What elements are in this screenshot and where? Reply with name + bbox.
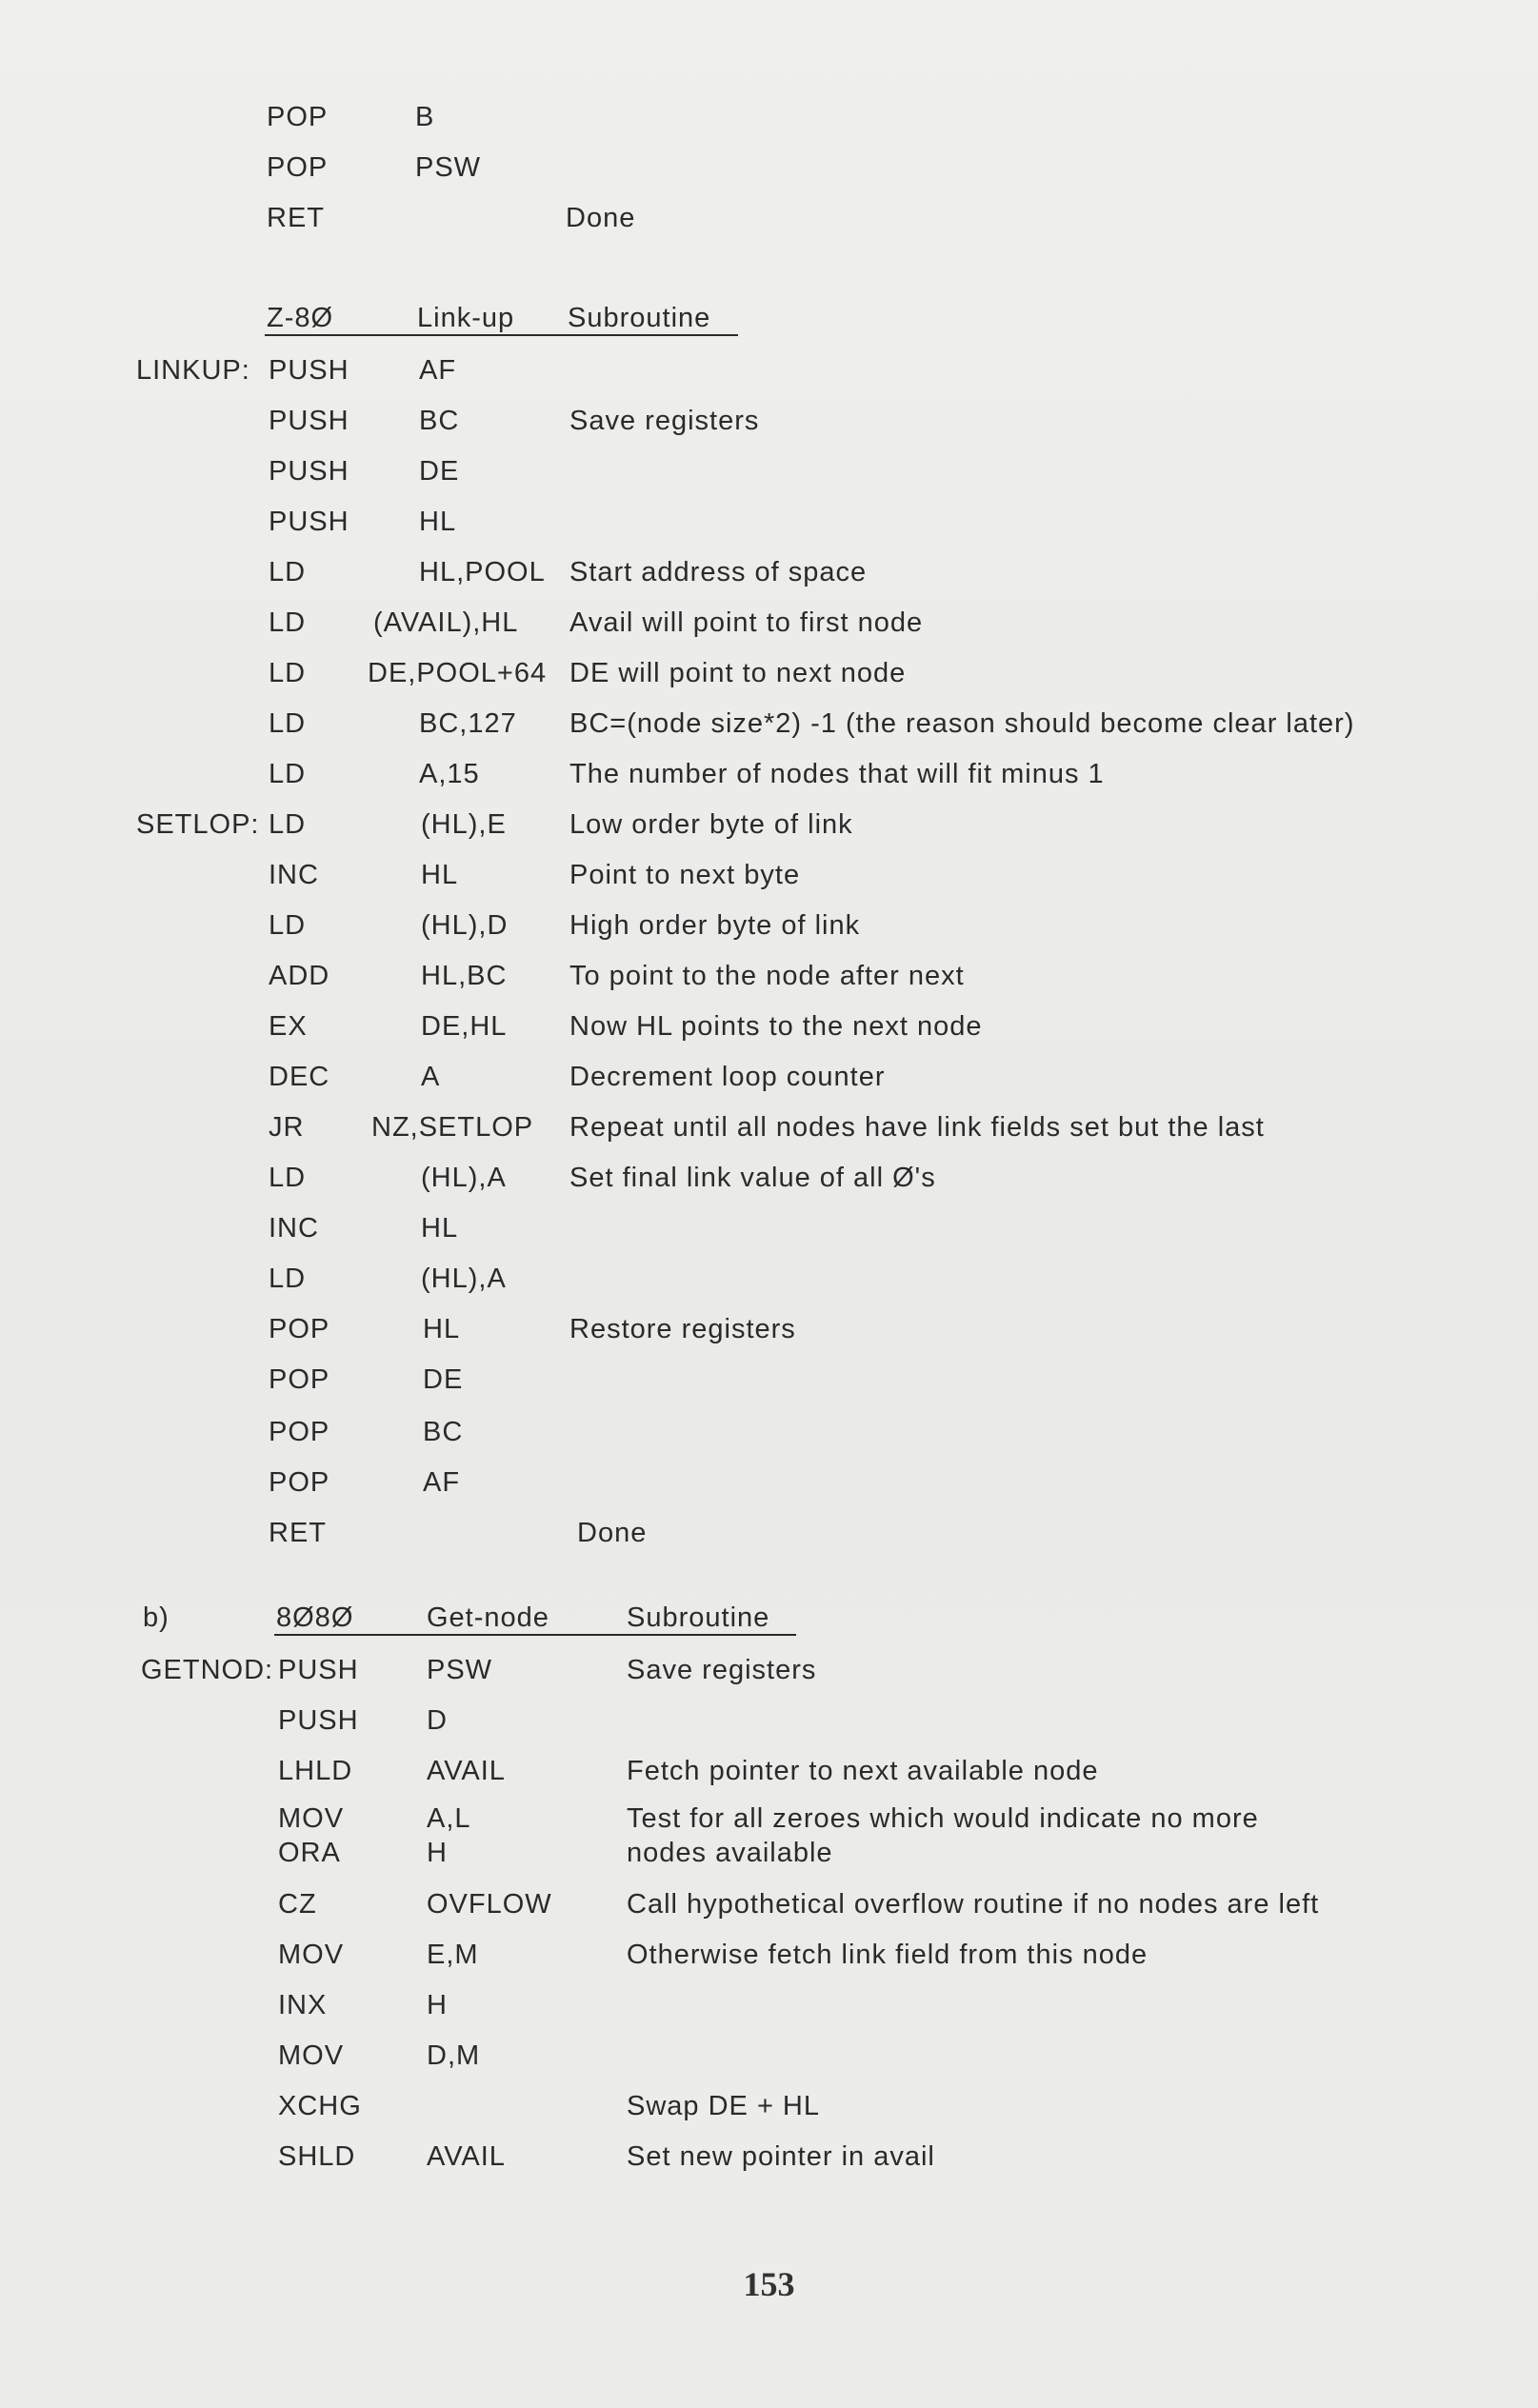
- code-operand: H: [427, 1990, 448, 2020]
- code-opcode: RET: [267, 203, 325, 233]
- code-operand: (HL),A: [421, 1163, 507, 1193]
- code-opcode: LD: [269, 658, 307, 688]
- code-operand: H: [427, 1838, 448, 1868]
- code-opcode: PUSH: [278, 1655, 359, 1685]
- code-operand: AF: [423, 1467, 461, 1498]
- code-comment: Low order byte of link: [569, 809, 853, 840]
- page-number: 153: [743, 2265, 795, 2303]
- code-operand: BC: [419, 406, 460, 436]
- code-opcode: POP: [267, 102, 329, 132]
- code-opcode: PUSH: [269, 355, 350, 386]
- code-operand: BC: [423, 1417, 464, 1447]
- code-comment: Save registers: [627, 1655, 817, 1685]
- code-comment: nodes available: [627, 1838, 833, 1868]
- code-operand: A,L: [427, 1803, 471, 1834]
- code-comment: Repeat until all nodes have link fields set but the last: [569, 1112, 1265, 1143]
- code-comment: Otherwise fetch link field from this node: [627, 1940, 1149, 1970]
- code-opcode: PUSH: [269, 406, 350, 436]
- code-comment: DE will point to next node: [569, 658, 907, 688]
- code-operand: (AVAIL),HL: [373, 607, 519, 638]
- code-operand: HL: [421, 860, 459, 890]
- code-opcode: POP: [267, 152, 329, 183]
- code-operand: B: [415, 102, 435, 132]
- code-operand: HL,POOL: [419, 557, 546, 587]
- code-opcode: LD: [269, 1163, 307, 1193]
- code-comment: Start address of space: [569, 557, 868, 587]
- code-operand: DE: [419, 456, 460, 487]
- code-opcode: POP: [269, 1314, 330, 1344]
- code-operand: AVAIL: [427, 1756, 506, 1786]
- code-operand: PSW: [415, 152, 482, 183]
- code-opcode: MOV: [278, 1940, 345, 1970]
- code-comment: Done: [577, 1518, 648, 1548]
- code-comment: Point to next byte: [569, 860, 801, 890]
- code-opcode: INC: [269, 1213, 319, 1244]
- code-opcode: JR: [269, 1112, 305, 1143]
- code-comment: Restore registers: [569, 1314, 796, 1344]
- i8080-routine-name: Get-node: [427, 1602, 549, 1633]
- code-opcode: PUSH: [269, 456, 350, 487]
- i8080-cpu-label: 8Ø8Ø: [276, 1602, 354, 1633]
- code-comment: The number of nodes that will fit minus 1: [569, 759, 1105, 789]
- z80-routine-kind: Subroutine: [568, 303, 711, 333]
- code-comment: Done: [566, 203, 636, 233]
- code-opcode: SHLD: [278, 2141, 356, 2172]
- code-operand: E,M: [427, 1940, 479, 1970]
- i8080-routine-kind: Subroutine: [627, 1602, 770, 1633]
- code-opcode: MOV: [278, 1803, 345, 1834]
- z80-header-underline: [265, 334, 738, 336]
- code-operand: D: [427, 1705, 448, 1736]
- code-opcode: LD: [269, 1264, 307, 1294]
- z80-routine-name: Link-up: [417, 303, 515, 333]
- code-comment: Test for all zeroes which would indicate no more: [627, 1803, 1259, 1834]
- code-opcode: LD: [269, 557, 307, 587]
- code-opcode: INX: [278, 1990, 328, 2020]
- code-comment: Now HL points to the next node: [569, 1011, 983, 1042]
- code-opcode: PUSH: [278, 1705, 359, 1736]
- code-opcode: ORA: [278, 1838, 341, 1868]
- code-opcode: POP: [269, 1364, 330, 1395]
- code-opcode: POP: [269, 1467, 330, 1498]
- code-operand: A: [421, 1062, 441, 1092]
- code-opcode: LHLD: [278, 1756, 353, 1786]
- code-opcode: POP: [269, 1417, 330, 1447]
- code-opcode: DEC: [269, 1062, 330, 1092]
- code-comment: Set new pointer in avail: [627, 2141, 935, 2172]
- code-opcode: ADD: [269, 961, 330, 991]
- code-opcode: EX: [269, 1011, 308, 1042]
- i8080-header-underline: [274, 1634, 796, 1636]
- code-comment: Set final link value of all Ø's: [569, 1163, 936, 1193]
- code-opcode: XCHG: [278, 2091, 362, 2121]
- code-operand: HL,BC: [421, 961, 508, 991]
- code-opcode: RET: [269, 1518, 327, 1548]
- code-operand: AVAIL: [427, 2141, 506, 2172]
- code-comment: Decrement loop counter: [569, 1062, 886, 1092]
- code-opcode: PUSH: [269, 507, 350, 537]
- code-operand: HL: [423, 1314, 461, 1344]
- code-comment: Swap DE + HL: [627, 2091, 821, 2121]
- code-opcode: MOV: [278, 2040, 345, 2071]
- code-comment: Avail will point to first node: [569, 607, 924, 638]
- code-operand: D,M: [427, 2040, 481, 2071]
- code-opcode: LD: [269, 607, 307, 638]
- code-comment: High order byte of link: [569, 910, 861, 941]
- code-operand: HL: [421, 1213, 459, 1244]
- code-label: GETNOD:: [141, 1655, 274, 1685]
- code-operand: PSW: [427, 1655, 493, 1685]
- code-operand: (HL),A: [421, 1264, 507, 1294]
- code-opcode: LD: [269, 759, 307, 789]
- code-operand: DE: [423, 1364, 464, 1395]
- code-label: SETLOP:: [136, 809, 260, 840]
- z80-cpu-label: Z-8Ø: [267, 303, 334, 333]
- code-comment: Save registers: [569, 406, 760, 436]
- code-operand: NZ,SETLOP: [371, 1112, 534, 1143]
- i8080-marker: b): [143, 1602, 170, 1633]
- code-operand: DE,HL: [421, 1011, 508, 1042]
- code-comment: Fetch pointer to next available node: [627, 1756, 1099, 1786]
- code-opcode: CZ: [278, 1889, 317, 1920]
- code-comment: BC=(node size*2) -1 (the reason should become clear later): [569, 708, 1355, 739]
- code-operand: HL: [419, 507, 457, 537]
- code-operand: AF: [419, 355, 457, 386]
- code-operand: BC,127: [419, 708, 517, 739]
- code-comment: Call hypothetical overflow routine if no nodes are left: [627, 1889, 1320, 1920]
- code-opcode: LD: [269, 910, 307, 941]
- code-opcode: INC: [269, 860, 319, 890]
- code-opcode: LD: [269, 809, 307, 840]
- code-opcode: LD: [269, 708, 307, 739]
- code-operand: (HL),D: [421, 910, 509, 941]
- code-operand: (HL),E: [421, 809, 507, 840]
- code-operand: DE,POOL+64: [368, 658, 548, 688]
- code-operand: OVFLOW: [427, 1889, 552, 1920]
- code-operand: A,15: [419, 759, 480, 789]
- code-comment: To point to the node after next: [569, 961, 965, 991]
- code-label: LINKUP:: [136, 355, 250, 386]
